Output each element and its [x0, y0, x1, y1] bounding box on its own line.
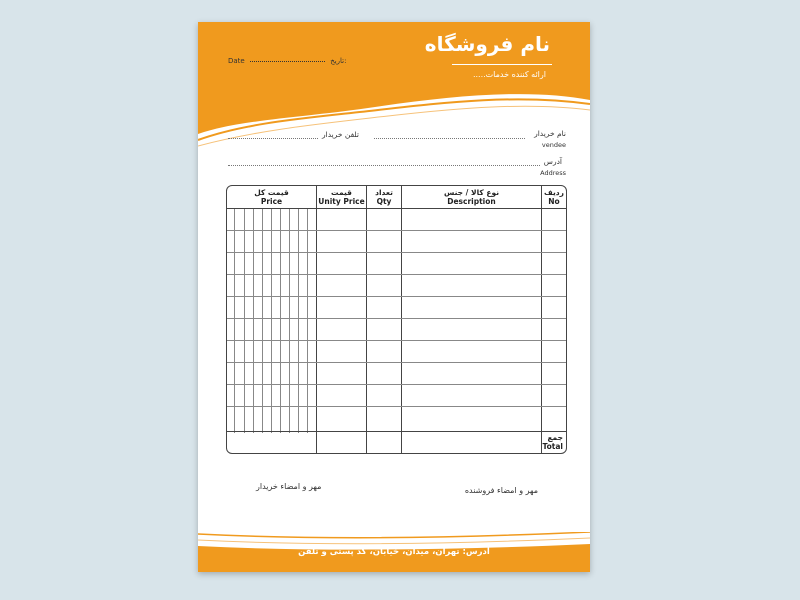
row-line: [227, 384, 566, 385]
address-field[interactable]: [228, 165, 540, 166]
price-subdivider: [234, 208, 235, 433]
col-header-unit-price: [317, 188, 366, 206]
col-header-price-en: Price: [260, 197, 283, 206]
price-subdivider: [307, 208, 308, 433]
row-line: [227, 362, 566, 363]
invoice-paper: [198, 22, 590, 572]
col-divider: [366, 186, 367, 453]
col-header-description-en: Description: [447, 197, 496, 206]
buyer-phone-field[interactable]: [228, 138, 318, 139]
total-label-fa: جمع: [547, 433, 563, 442]
col-header-qty: [367, 188, 401, 206]
col-header-price-fa: قیمت کل: [254, 188, 289, 197]
buyer-signature-label: مهر و امضاء خریدار: [256, 482, 322, 491]
buyer-phone-label: تلفن خریدار: [322, 130, 359, 139]
price-subdivider: [262, 208, 263, 433]
col-divider: [541, 186, 542, 453]
price-subdivider: [244, 208, 245, 433]
total-divider: [227, 431, 566, 432]
price-subdivider: [289, 208, 290, 433]
shop-subtitle: ارائه کننده خدمات.....: [472, 70, 546, 79]
col-header-no: [542, 188, 566, 206]
col-header-no-en: No: [548, 197, 560, 206]
invoice-table: [226, 185, 567, 454]
price-subdivider: [253, 208, 254, 433]
footer-address: آدرس: تهران، میدان، خیابان، کد پستی و تلفن: [298, 547, 490, 557]
col-divider: [316, 186, 317, 453]
col-header-qty-fa: تعداد: [375, 188, 393, 197]
date-field[interactable]: [250, 61, 325, 62]
buyer-name-label-en: vendee: [541, 141, 566, 149]
seller-signature-label: مهر و امضاء فروشنده: [464, 486, 538, 495]
col-header-unit-price-fa: قیمت: [331, 188, 352, 197]
total-label: [543, 433, 564, 451]
row-line: [227, 406, 566, 407]
date-label-en: Date: [228, 57, 245, 65]
total-label-en: Total: [542, 442, 563, 451]
row-line: [227, 296, 566, 297]
price-subdivider: [280, 208, 281, 433]
col-header-qty-en: Qty: [376, 197, 392, 206]
header-divider: [227, 208, 566, 209]
row-line: [227, 252, 566, 253]
price-subdivider: [271, 208, 272, 433]
buyer-name-label: نام خریدار: [534, 129, 566, 138]
col-header-unit-price-en: Unity Price: [318, 197, 365, 206]
row-line: [227, 318, 566, 319]
col-divider: [401, 186, 402, 453]
row-line: [227, 230, 566, 231]
shop-name-underline: [452, 64, 552, 65]
shop-name: نام فروشگاه: [424, 32, 550, 56]
address-label: آدرس: [543, 157, 562, 166]
col-header-description: [402, 188, 541, 206]
buyer-name-field[interactable]: [374, 138, 525, 139]
col-header-no-fa: ردیف: [544, 188, 564, 197]
col-header-price: [227, 188, 316, 206]
date-label-fa: تاریخ:: [330, 57, 347, 65]
address-label-en: Address: [540, 169, 566, 177]
col-header-description-fa: نوع کالا / جنس: [443, 188, 500, 197]
date-row: [228, 57, 347, 65]
price-subdivider: [298, 208, 299, 433]
row-line: [227, 274, 566, 275]
row-line: [227, 340, 566, 341]
